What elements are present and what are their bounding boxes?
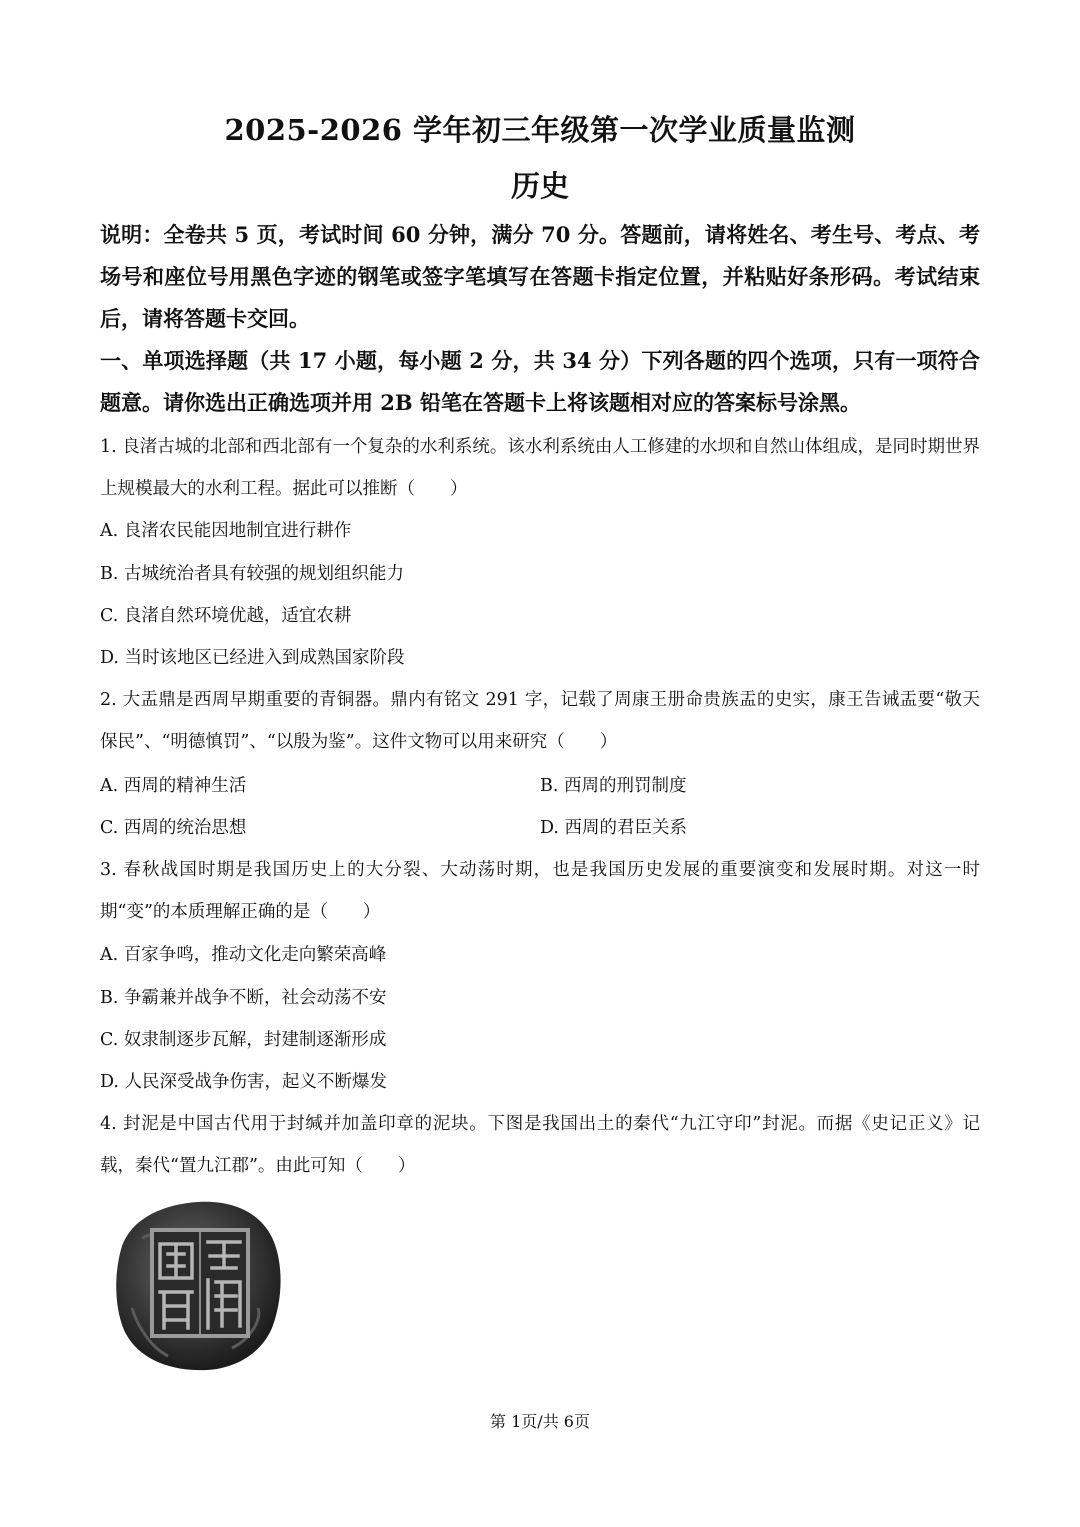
section-heading: 一、单项选择题（共 17 小题，每小题 2 分，共 34 分）下列各题的四个选项，只有一项符合题意。请你选出正确选项并用 2B 铅笔在答题卡上将该题相对应的答案标号涂黑。: [100, 348, 980, 415]
question-3-option-c: C. 奴隶制逐步瓦解，封建制逐渐形成: [100, 1030, 387, 1050]
exam-instructions: 说明：全卷共 5 页，考试时间 60 分钟，满分 70 分。答题前，请将姓名、考生号、考点、考场号和座位号用黑色字迹的钢笔或签字笔填写在答题卡指定位置，并粘贴好条形码。考试结束后，请将答题卡交回。: [100, 222, 980, 331]
exam-title: 2025-2026 学年初三年级第一次学业质量监测: [224, 113, 856, 147]
question-3-stem: 3. 春秋战国时期是我国历史上的大分裂、大动荡时期，也是我国历史发展的重要演变和发展时期。对这一时期“变”的本质理解正确的是（ ）: [100, 860, 980, 922]
question-1-option-d: D. 当时该地区已经进入到成熟国家阶段: [100, 648, 405, 668]
question-1-option-b: B. 古城统治者具有较强的规划组织能力: [100, 564, 404, 584]
question-2-option-d: D. 西周的君臣关系: [540, 818, 688, 838]
clay-seal-image: [112, 1198, 284, 1374]
question-3-option-d: D. 人民深受战争伤害，起义不断爆发: [100, 1072, 388, 1092]
question-1-stem: 1. 良渚古城的北部和西北部有一个复杂的水利系统。该水利系统由人工修建的水坝和自然山体组成，是同时期世界上规模最大的水利工程。据此可以推断（ ）: [100, 437, 980, 499]
question-3-option-b: B. 争霸兼并战争不断，社会动荡不安: [100, 988, 387, 1008]
question-1-option-a: A. 良渚农民能因地制宜进行耕作: [100, 521, 352, 541]
question-2-stem: 2. 大盂鼎是西周早期重要的青铜器。鼎内有铭文 291 字，记载了周康王册命贵族盂的史实，康王告诫盂要“敬天保民”、“明德慎罚”、“以殷为鉴”。这件文物可以用来研究（ ）: [100, 690, 980, 752]
exam-subject: 历史: [510, 169, 569, 203]
clay-seal-icon: [112, 1198, 284, 1374]
page-footer: 第 1页/共 6页: [490, 1412, 590, 1431]
question-4-stem: 4. 封泥是中国古代用于封缄并加盖印章的泥块。下图是我国出土的秦代“九江守印”封泥。而据《史记正义》记载，秦代“置九江郡”。由此可知（ ）: [100, 1114, 980, 1176]
question-3-option-a: A. 百家争鸣，推动文化走向繁荣高峰: [100, 945, 387, 965]
question-2-option-a: A. 西周的精神生活: [100, 776, 247, 796]
question-1-option-c: C. 良渚自然环境优越，适宜农耕: [100, 606, 352, 626]
question-2-option-b: B. 西周的刑罚制度: [540, 776, 687, 796]
question-2-option-c: C. 西周的统治思想: [100, 818, 247, 838]
